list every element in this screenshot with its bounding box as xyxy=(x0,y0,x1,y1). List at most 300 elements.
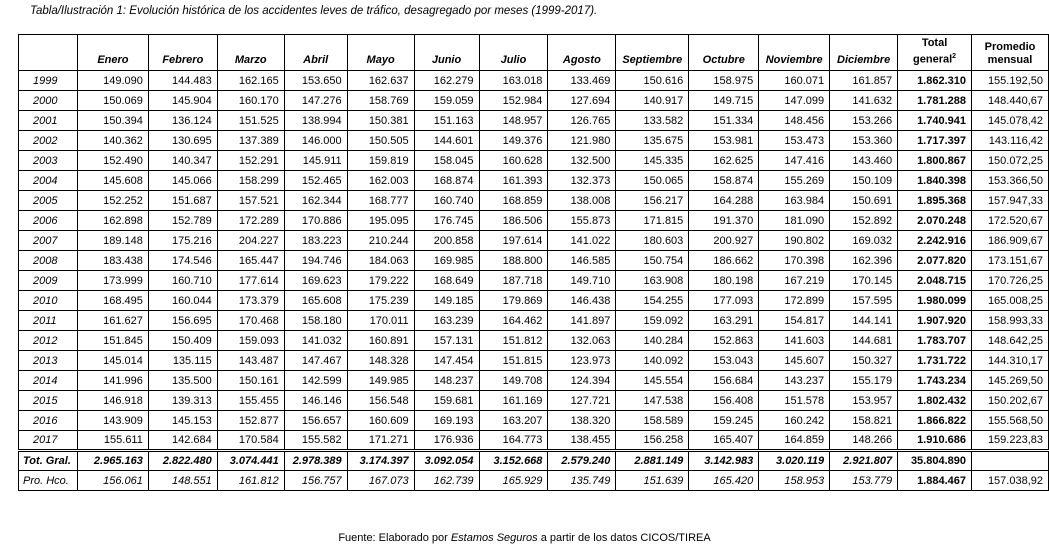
table-row xyxy=(19,71,1049,91)
month-cell: 157.131 xyxy=(414,331,479,351)
month-cell: 138.455 xyxy=(548,431,616,451)
month-cell: 158.975 xyxy=(689,71,759,91)
month-cell: 140.917 xyxy=(616,91,689,111)
row-label: Pro. Hco. xyxy=(19,471,78,491)
month-cell: 2.921.807 xyxy=(830,451,898,471)
month-cell: 151.845 xyxy=(77,331,148,351)
table-caption: Tabla/Ilustración 1: Evolución histórica de los accidentes leves de tráfico, desagregado por meses (1999-2017). xyxy=(30,5,598,17)
month-cell: 165.608 xyxy=(284,291,347,311)
month-cell: 148.456 xyxy=(759,111,830,131)
header-total-label: Total general xyxy=(913,37,953,66)
month-cell: 170.886 xyxy=(284,211,347,231)
month-cell: 151.578 xyxy=(759,391,830,411)
month-cell: 186.506 xyxy=(479,211,548,231)
month-cell: 200.927 xyxy=(689,231,759,251)
month-cell: 156.757 xyxy=(284,471,347,491)
month-cell: 3.152.668 xyxy=(479,451,548,471)
month-cell: 153.981 xyxy=(689,131,759,151)
month-cell: 177.093 xyxy=(689,291,759,311)
month-cell: 3.020.119 xyxy=(759,451,830,471)
month-cell: 145.014 xyxy=(77,351,148,371)
month-cell: 168.874 xyxy=(414,171,479,191)
month-cell: 156.217 xyxy=(616,191,689,211)
month-cell: 150.394 xyxy=(77,111,148,131)
month-cell: 169.193 xyxy=(414,411,479,431)
month-cell: 150.161 xyxy=(217,371,284,391)
average-cell: 170.726,25 xyxy=(972,271,1049,291)
month-cell: 2.579.240 xyxy=(548,451,616,471)
month-cell: 153.779 xyxy=(830,471,898,491)
month-cell: 158.821 xyxy=(830,411,898,431)
month-cell: 164.288 xyxy=(689,191,759,211)
month-cell: 132.373 xyxy=(548,171,616,191)
month-cell: 180.198 xyxy=(689,271,759,291)
month-cell: 159.093 xyxy=(217,331,284,351)
month-cell: 149.985 xyxy=(347,371,414,391)
month-cell: 127.694 xyxy=(548,91,616,111)
month-cell: 146.438 xyxy=(548,291,616,311)
month-cell: 162.003 xyxy=(347,171,414,191)
month-cell: 135.115 xyxy=(148,351,217,371)
table-row xyxy=(19,151,1049,171)
average-cell: 144.310,17 xyxy=(972,351,1049,371)
month-cell: 153.266 xyxy=(830,111,898,131)
month-cell: 188.800 xyxy=(479,251,548,271)
month-cell: 150.616 xyxy=(616,71,689,91)
row-label: 2017 xyxy=(19,431,78,451)
month-cell: 160.071 xyxy=(759,71,830,91)
month-cell: 144.483 xyxy=(148,71,217,91)
row-label: 2000 xyxy=(19,91,78,111)
header-row xyxy=(19,35,1049,71)
month-cell: 191.370 xyxy=(689,211,759,231)
month-cell: 148.266 xyxy=(830,431,898,451)
total-cell: 1.731.722 xyxy=(898,351,972,371)
month-cell: 164.462 xyxy=(479,311,548,331)
average-cell: 165.008,25 xyxy=(972,291,1049,311)
table-row xyxy=(19,391,1049,411)
month-cell: 158.953 xyxy=(759,471,830,491)
header-month: Noviembre xyxy=(759,35,830,71)
month-cell: 148.551 xyxy=(148,471,217,491)
month-cell: 151.815 xyxy=(479,351,548,371)
row-label: Tot. Gral. xyxy=(19,451,78,471)
average-cell: 148.642,25 xyxy=(972,331,1049,351)
month-cell: 124.394 xyxy=(548,371,616,391)
row-label: 2009 xyxy=(19,271,78,291)
month-cell: 156.657 xyxy=(284,411,347,431)
month-cell: 135.749 xyxy=(548,471,616,491)
month-cell: 156.684 xyxy=(689,371,759,391)
month-cell: 177.614 xyxy=(217,271,284,291)
average-cell: 145.078,42 xyxy=(972,111,1049,131)
month-cell: 151.525 xyxy=(217,111,284,131)
accidents-table xyxy=(18,34,1049,491)
month-cell: 138.994 xyxy=(284,111,347,131)
row-label: 2016 xyxy=(19,411,78,431)
header-month: Marzo xyxy=(217,35,284,71)
source-note xyxy=(0,532,1049,544)
source-prefix: Fuente: Elaborado por xyxy=(338,532,451,544)
month-cell: 156.258 xyxy=(616,431,689,451)
month-cell: 132.063 xyxy=(548,331,616,351)
total-cell: 1.800.867 xyxy=(898,151,972,171)
month-cell: 162.625 xyxy=(689,151,759,171)
month-cell: 168.859 xyxy=(479,191,548,211)
month-cell: 148.237 xyxy=(414,371,479,391)
month-cell: 135.675 xyxy=(616,131,689,151)
month-cell: 200.858 xyxy=(414,231,479,251)
row-label: 2008 xyxy=(19,251,78,271)
month-cell: 155.582 xyxy=(284,431,347,451)
table-row xyxy=(19,291,1049,311)
month-cell: 204.227 xyxy=(217,231,284,251)
month-cell: 161.169 xyxy=(479,391,548,411)
total-cell: 1.802.432 xyxy=(898,391,972,411)
month-cell: 132.500 xyxy=(548,151,616,171)
month-cell: 173.379 xyxy=(217,291,284,311)
month-cell: 147.538 xyxy=(616,391,689,411)
month-cell: 140.092 xyxy=(616,351,689,371)
month-cell: 159.059 xyxy=(414,91,479,111)
month-cell: 152.984 xyxy=(479,91,548,111)
month-cell: 156.408 xyxy=(689,391,759,411)
row-label: 2010 xyxy=(19,291,78,311)
total-cell: 2.077.820 xyxy=(898,251,972,271)
month-cell: 149.185 xyxy=(414,291,479,311)
table-row xyxy=(19,191,1049,211)
month-cell: 152.490 xyxy=(77,151,148,171)
total-cell: 1.907.920 xyxy=(898,311,972,331)
month-cell: 180.603 xyxy=(616,231,689,251)
header-month: Junio xyxy=(414,35,479,71)
month-cell: 3.074.441 xyxy=(217,451,284,471)
header-month: Agosto xyxy=(548,35,616,71)
month-cell: 195.095 xyxy=(347,211,414,231)
month-cell: 141.996 xyxy=(77,371,148,391)
month-cell: 156.548 xyxy=(347,391,414,411)
average-cell: 150.202,67 xyxy=(972,391,1049,411)
month-cell: 155.611 xyxy=(77,431,148,451)
month-cell: 141.632 xyxy=(830,91,898,111)
month-cell: 155.179 xyxy=(830,371,898,391)
month-cell: 159.245 xyxy=(689,411,759,431)
month-cell: 138.008 xyxy=(548,191,616,211)
row-label: 2015 xyxy=(19,391,78,411)
average-cell: 157.038,92 xyxy=(972,471,1049,491)
month-cell: 170.398 xyxy=(759,251,830,271)
row-label: 2001 xyxy=(19,111,78,131)
month-cell: 141.032 xyxy=(284,331,347,351)
month-cell: 158.299 xyxy=(217,171,284,191)
month-cell: 179.222 xyxy=(347,271,414,291)
month-cell: 133.582 xyxy=(616,111,689,131)
average-cell: 186.909,67 xyxy=(972,231,1049,251)
total-cell: 1.783.707 xyxy=(898,331,972,351)
month-cell: 160.628 xyxy=(479,151,548,171)
month-cell: 146.146 xyxy=(284,391,347,411)
month-cell: 123.973 xyxy=(548,351,616,371)
month-cell: 167.219 xyxy=(759,271,830,291)
month-cell: 171.815 xyxy=(616,211,689,231)
month-cell: 150.065 xyxy=(616,171,689,191)
header-corner xyxy=(19,35,78,71)
month-cell: 189.148 xyxy=(77,231,148,251)
total-cell: 35.804.890 xyxy=(898,451,972,471)
month-cell: 3.092.054 xyxy=(414,451,479,471)
table-row xyxy=(19,451,1049,471)
month-cell: 164.859 xyxy=(759,431,830,451)
month-cell: 183.223 xyxy=(284,231,347,251)
row-label: 2006 xyxy=(19,211,78,231)
month-cell: 141.897 xyxy=(548,311,616,331)
row-label: 1999 xyxy=(19,71,78,91)
month-cell: 197.614 xyxy=(479,231,548,251)
month-cell: 171.271 xyxy=(347,431,414,451)
month-cell: 156.061 xyxy=(77,471,148,491)
table-row xyxy=(19,311,1049,331)
month-cell: 153.360 xyxy=(830,131,898,151)
month-cell: 170.145 xyxy=(830,271,898,291)
month-cell: 158.874 xyxy=(689,171,759,191)
month-cell: 170.011 xyxy=(347,311,414,331)
month-cell: 152.877 xyxy=(217,411,284,431)
total-cell: 1.884.467 xyxy=(898,471,972,491)
month-cell: 143.909 xyxy=(77,411,148,431)
month-cell: 162.279 xyxy=(414,71,479,91)
month-cell: 165.420 xyxy=(689,471,759,491)
month-cell: 149.708 xyxy=(479,371,548,391)
table-row xyxy=(19,171,1049,191)
month-cell: 135.500 xyxy=(148,371,217,391)
total-cell: 1.740.941 xyxy=(898,111,972,131)
month-cell: 172.289 xyxy=(217,211,284,231)
total-cell: 1.781.288 xyxy=(898,91,972,111)
month-cell: 169.032 xyxy=(830,231,898,251)
total-cell: 1.980.099 xyxy=(898,291,972,311)
month-cell: 162.898 xyxy=(77,211,148,231)
month-cell: 150.109 xyxy=(830,171,898,191)
month-cell: 151.812 xyxy=(479,331,548,351)
header-total xyxy=(898,35,972,71)
month-cell: 153.650 xyxy=(284,71,347,91)
month-cell: 151.639 xyxy=(616,471,689,491)
average-cell: 155.192,50 xyxy=(972,71,1049,91)
month-cell: 164.773 xyxy=(479,431,548,451)
month-cell: 147.099 xyxy=(759,91,830,111)
month-cell: 151.334 xyxy=(689,111,759,131)
average-cell: 145.269,50 xyxy=(972,371,1049,391)
month-cell: 160.891 xyxy=(347,331,414,351)
row-label: 2003 xyxy=(19,151,78,171)
month-cell: 179.869 xyxy=(479,291,548,311)
month-cell: 149.376 xyxy=(479,131,548,151)
average-cell: 173.151,67 xyxy=(972,251,1049,271)
table-row xyxy=(19,251,1049,271)
month-cell: 138.320 xyxy=(548,411,616,431)
month-cell: 161.857 xyxy=(830,71,898,91)
month-cell: 145.335 xyxy=(616,151,689,171)
month-cell: 157.595 xyxy=(830,291,898,311)
month-cell: 149.715 xyxy=(689,91,759,111)
header-month: Enero xyxy=(77,35,148,71)
month-cell: 161.627 xyxy=(77,311,148,331)
source-suffix: a partir de los datos CICOS/TIREA xyxy=(537,532,711,544)
month-cell: 158.045 xyxy=(414,151,479,171)
month-cell: 190.802 xyxy=(759,231,830,251)
table-row xyxy=(19,231,1049,251)
average-cell: 148.440,67 xyxy=(972,91,1049,111)
month-cell: 150.754 xyxy=(616,251,689,271)
month-cell: 169.623 xyxy=(284,271,347,291)
row-label: 2012 xyxy=(19,331,78,351)
month-cell: 156.695 xyxy=(148,311,217,331)
month-cell: 143.487 xyxy=(217,351,284,371)
month-cell: 141.603 xyxy=(759,331,830,351)
header-month: Julio xyxy=(479,35,548,71)
month-cell: 165.407 xyxy=(689,431,759,451)
row-label: 2014 xyxy=(19,371,78,391)
month-cell: 165.929 xyxy=(479,471,548,491)
header-month: Diciembre xyxy=(830,35,898,71)
total-cell: 2.048.715 xyxy=(898,271,972,291)
month-cell: 148.328 xyxy=(347,351,414,371)
month-cell: 149.710 xyxy=(548,271,616,291)
average-cell: 150.072,25 xyxy=(972,151,1049,171)
average-cell xyxy=(972,451,1049,471)
month-cell: 172.899 xyxy=(759,291,830,311)
month-cell: 127.721 xyxy=(548,391,616,411)
header-monthly-average: Promedio mensual xyxy=(972,35,1049,71)
month-cell: 168.649 xyxy=(414,271,479,291)
month-cell: 194.746 xyxy=(284,251,347,271)
average-cell: 172.520,67 xyxy=(972,211,1049,231)
average-cell: 158.993,33 xyxy=(972,311,1049,331)
month-cell: 2.822.480 xyxy=(148,451,217,471)
row-label: 2011 xyxy=(19,311,78,331)
month-cell: 145.911 xyxy=(284,151,347,171)
month-cell: 186.662 xyxy=(689,251,759,271)
row-label: 2013 xyxy=(19,351,78,371)
month-cell: 147.454 xyxy=(414,351,479,371)
month-cell: 163.207 xyxy=(479,411,548,431)
month-cell: 147.276 xyxy=(284,91,347,111)
month-cell: 160.710 xyxy=(148,271,217,291)
month-cell: 168.777 xyxy=(347,191,414,211)
table-row xyxy=(19,211,1049,231)
month-cell: 158.180 xyxy=(284,311,347,331)
month-cell: 150.409 xyxy=(148,331,217,351)
month-cell: 165.447 xyxy=(217,251,284,271)
header-month: Septiembre xyxy=(616,35,689,71)
month-cell: 136.124 xyxy=(148,111,217,131)
average-cell: 143.116,42 xyxy=(972,131,1049,151)
row-label: 2004 xyxy=(19,171,78,191)
month-cell: 150.327 xyxy=(830,351,898,371)
month-cell: 150.069 xyxy=(77,91,148,111)
month-cell: 162.739 xyxy=(414,471,479,491)
row-label: 2007 xyxy=(19,231,78,251)
month-cell: 176.745 xyxy=(414,211,479,231)
month-cell: 176.936 xyxy=(414,431,479,451)
month-cell: 150.691 xyxy=(830,191,898,211)
month-cell: 163.018 xyxy=(479,71,548,91)
month-cell: 153.043 xyxy=(689,351,759,371)
month-cell: 142.599 xyxy=(284,371,347,391)
month-cell: 146.000 xyxy=(284,131,347,151)
row-label: 2005 xyxy=(19,191,78,211)
month-cell: 152.291 xyxy=(217,151,284,171)
month-cell: 145.554 xyxy=(616,371,689,391)
month-cell: 155.873 xyxy=(548,211,616,231)
table-row xyxy=(19,111,1049,131)
month-cell: 126.765 xyxy=(548,111,616,131)
month-cell: 150.381 xyxy=(347,111,414,131)
total-cell: 1.717.397 xyxy=(898,131,972,151)
month-cell: 154.255 xyxy=(616,291,689,311)
month-cell: 168.495 xyxy=(77,291,148,311)
table-row xyxy=(19,431,1049,451)
month-cell: 153.957 xyxy=(830,391,898,411)
month-cell: 163.984 xyxy=(759,191,830,211)
table-row xyxy=(19,271,1049,291)
month-cell: 144.601 xyxy=(414,131,479,151)
month-cell: 152.863 xyxy=(689,331,759,351)
month-cell: 3.142.983 xyxy=(689,451,759,471)
source-author: Estamos Seguros xyxy=(450,532,538,544)
month-cell: 155.269 xyxy=(759,171,830,191)
month-cell: 145.153 xyxy=(148,411,217,431)
header-month: Mayo xyxy=(347,35,414,71)
month-cell: 148.957 xyxy=(479,111,548,131)
month-cell: 184.063 xyxy=(347,251,414,271)
table-body xyxy=(19,71,1049,491)
month-cell: 152.465 xyxy=(284,171,347,191)
row-label: 2002 xyxy=(19,131,78,151)
month-cell: 181.090 xyxy=(759,211,830,231)
total-cell: 1.743.234 xyxy=(898,371,972,391)
month-cell: 159.819 xyxy=(347,151,414,171)
month-cell: 152.892 xyxy=(830,211,898,231)
month-cell: 170.584 xyxy=(217,431,284,451)
average-cell: 159.223,83 xyxy=(972,431,1049,451)
total-cell: 1.910.686 xyxy=(898,431,972,451)
month-cell: 151.687 xyxy=(148,191,217,211)
table-row xyxy=(19,411,1049,431)
month-cell: 160.740 xyxy=(414,191,479,211)
month-cell: 162.165 xyxy=(217,71,284,91)
month-cell: 149.090 xyxy=(77,71,148,91)
total-cell: 1.895.368 xyxy=(898,191,972,211)
header-month: Febrero xyxy=(148,35,217,71)
average-cell: 153.366,50 xyxy=(972,171,1049,191)
month-cell: 145.066 xyxy=(148,171,217,191)
header-month: Octubre xyxy=(689,35,759,71)
month-cell: 160.170 xyxy=(217,91,284,111)
month-cell: 175.239 xyxy=(347,291,414,311)
month-cell: 174.546 xyxy=(148,251,217,271)
month-cell: 161.393 xyxy=(479,171,548,191)
table-row xyxy=(19,91,1049,111)
month-cell: 159.681 xyxy=(414,391,479,411)
table-row xyxy=(19,131,1049,151)
month-cell: 160.044 xyxy=(148,291,217,311)
month-cell: 2.881.149 xyxy=(616,451,689,471)
month-cell: 152.789 xyxy=(148,211,217,231)
total-cell: 1.840.398 xyxy=(898,171,972,191)
table-row xyxy=(19,371,1049,391)
month-cell: 145.607 xyxy=(759,351,830,371)
